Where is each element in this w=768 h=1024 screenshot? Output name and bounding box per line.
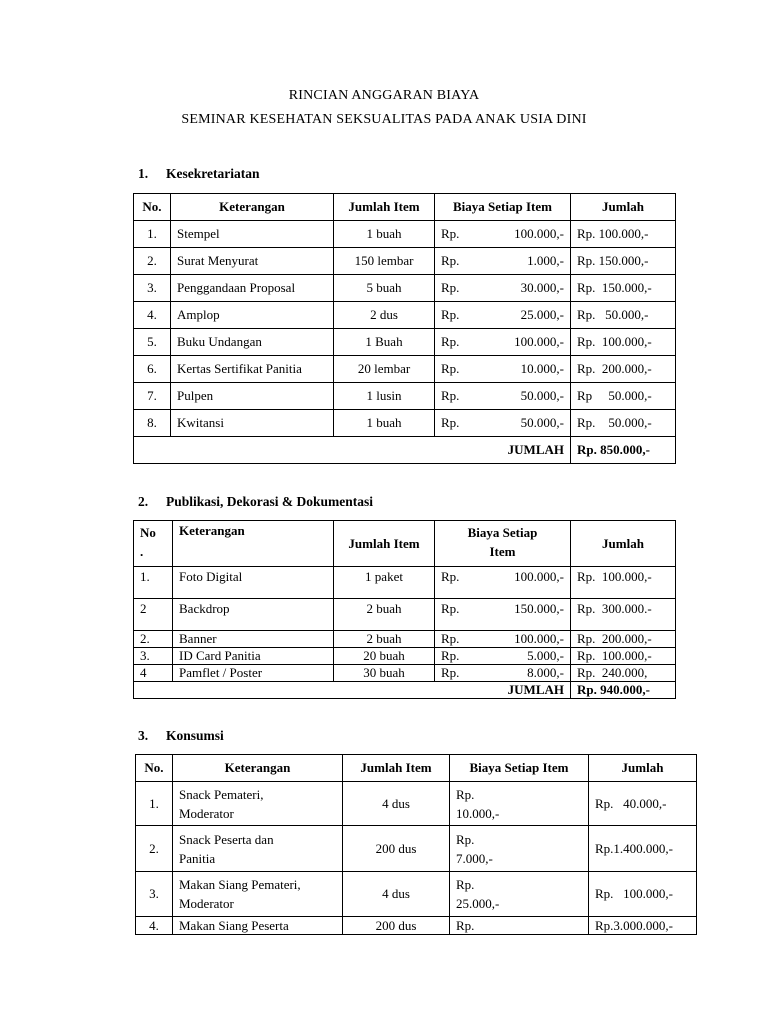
row-price bbox=[435, 221, 571, 248]
table-publikasi bbox=[133, 520, 676, 699]
price-value: 50.000,- bbox=[520, 415, 564, 430]
table-header-row bbox=[134, 521, 676, 567]
header-jumlah: Jumlah bbox=[571, 521, 676, 567]
row-total: Rp. 200.000,- bbox=[571, 356, 676, 383]
row-keterangan: Banner bbox=[173, 631, 334, 648]
section-title: Konsumsi bbox=[166, 728, 224, 743]
currency-label: Rp. bbox=[441, 334, 460, 349]
row-price bbox=[435, 665, 571, 682]
table-row bbox=[134, 275, 676, 302]
row-total: Rp.3.000.000,- bbox=[589, 917, 697, 935]
row-qty: 20 buah bbox=[334, 648, 435, 665]
header-jumlah: Jumlah bbox=[589, 755, 697, 782]
row-keterangan bbox=[173, 782, 343, 826]
row-no: 3. bbox=[134, 648, 173, 665]
section-number: 2. bbox=[138, 494, 149, 509]
currency-label: Rp. bbox=[441, 307, 460, 322]
header-jumlah-item: Jumlah Item bbox=[334, 194, 435, 221]
row-keterangan: Stempel bbox=[171, 221, 334, 248]
row-keterangan: Pulpen bbox=[171, 383, 334, 410]
section-number: 3. bbox=[138, 728, 149, 743]
section-1-heading bbox=[138, 166, 259, 182]
row-no: 2. bbox=[134, 631, 173, 648]
row-no: 4. bbox=[136, 917, 173, 935]
row-no: 5. bbox=[134, 329, 171, 356]
row-no: 2. bbox=[136, 826, 173, 872]
row-qty: 1 Buah bbox=[334, 329, 435, 356]
row-total: Rp. 100.000,- bbox=[571, 567, 676, 599]
keterangan-line1: Snack Pemateri, bbox=[179, 786, 264, 802]
row-price bbox=[435, 599, 571, 631]
row-total: Rp. 150.000,- bbox=[571, 275, 676, 302]
row-qty: 2 buah bbox=[334, 599, 435, 631]
currency-label: Rp. bbox=[441, 665, 460, 680]
row-total: Rp. 100.000,- bbox=[571, 329, 676, 356]
row-price bbox=[435, 356, 571, 383]
keterangan-line2: Moderator bbox=[179, 896, 234, 911]
row-keterangan bbox=[173, 872, 343, 917]
table-total-row bbox=[134, 682, 676, 699]
row-price bbox=[435, 302, 571, 329]
row-qty: 2 buah bbox=[334, 631, 435, 648]
price-value: 25.000,- bbox=[520, 307, 564, 322]
currency-label: Rp. bbox=[456, 877, 475, 892]
table-kesekretariatan bbox=[133, 193, 676, 464]
header-keterangan: Keterangan bbox=[173, 755, 343, 782]
keterangan-line1: Makan Siang Pemateri, bbox=[179, 877, 301, 892]
table-row bbox=[136, 782, 697, 826]
table-row bbox=[134, 248, 676, 275]
header-biaya: Biaya Setiap Item bbox=[435, 194, 571, 221]
row-price bbox=[435, 329, 571, 356]
row-total: Rp 50.000,- bbox=[571, 383, 676, 410]
row-no: 2 bbox=[134, 599, 173, 631]
table-total-row bbox=[134, 437, 676, 464]
header-no-line2: . bbox=[140, 544, 144, 559]
header-biaya-line1: Biaya Setiap bbox=[467, 525, 538, 540]
header-biaya-line2: Item bbox=[489, 544, 516, 559]
row-price bbox=[435, 248, 571, 275]
price-value: 100.000,- bbox=[514, 569, 564, 584]
row-qty: 1 buah bbox=[334, 221, 435, 248]
row-keterangan: Kwitansi bbox=[171, 410, 334, 437]
keterangan-line2: Panitia bbox=[179, 850, 216, 866]
row-no: 8. bbox=[134, 410, 171, 437]
row-total: Rp. 50.000,- bbox=[571, 302, 676, 329]
table-header-row bbox=[136, 755, 697, 782]
row-qty: 4 dus bbox=[343, 782, 450, 826]
row-qty: 5 buah bbox=[334, 275, 435, 302]
row-keterangan: Kertas Sertifikat Panitia bbox=[171, 356, 334, 383]
document-subtitle: SEMINAR KESEHATAN SEKSUALITAS PADA ANAK USIA DINI bbox=[181, 112, 587, 127]
header-no: No. bbox=[136, 755, 173, 782]
section-title: Kesekretariatan bbox=[166, 166, 260, 181]
table-row bbox=[134, 302, 676, 329]
price-value: 100.000,- bbox=[514, 334, 564, 349]
row-price bbox=[450, 872, 589, 917]
total-label: JUMLAH bbox=[134, 682, 571, 699]
header-keterangan: Keterangan bbox=[171, 194, 334, 221]
price-value: 100.000,- bbox=[514, 631, 564, 646]
table-row bbox=[136, 826, 697, 872]
table-row bbox=[134, 329, 676, 356]
row-total: Rp. 240.000, bbox=[571, 665, 676, 682]
total-value: Rp. 940.000,- bbox=[571, 682, 676, 699]
currency-label: Rp. bbox=[441, 226, 460, 241]
header-biaya bbox=[435, 521, 571, 567]
row-total: Rp. 150.000,- bbox=[571, 248, 676, 275]
price-value: 10.000,- bbox=[456, 805, 500, 821]
section-3-heading bbox=[138, 728, 224, 744]
table-row bbox=[136, 917, 697, 935]
row-no: 3. bbox=[136, 872, 173, 917]
row-price bbox=[435, 383, 571, 410]
row-qty: 200 dus bbox=[343, 826, 450, 872]
row-keterangan bbox=[173, 826, 343, 872]
table-row bbox=[136, 872, 697, 917]
table-row bbox=[134, 410, 676, 437]
row-keterangan: Amplop bbox=[171, 302, 334, 329]
row-qty: 1 buah bbox=[334, 410, 435, 437]
row-total: Rp. 300.000.- bbox=[571, 599, 676, 631]
row-qty: 20 lembar bbox=[334, 356, 435, 383]
row-qty: 2 dus bbox=[334, 302, 435, 329]
row-no: 1. bbox=[136, 782, 173, 826]
keterangan-line1: Snack Peserta dan bbox=[179, 831, 274, 847]
row-qty: 4 dus bbox=[343, 872, 450, 917]
table-header-row bbox=[134, 194, 676, 221]
table-row bbox=[134, 599, 676, 631]
row-total: Rp. 100.000,- bbox=[589, 872, 697, 917]
table-row bbox=[134, 567, 676, 599]
row-total: Rp.1.400.000,- bbox=[589, 826, 697, 872]
currency-label: Rp. bbox=[456, 831, 475, 847]
header-no: No. bbox=[134, 194, 171, 221]
currency-label: Rp. bbox=[441, 648, 460, 663]
header-jumlah-item: Jumlah Item bbox=[334, 521, 435, 567]
table-row bbox=[134, 648, 676, 665]
price-value: 10.000,- bbox=[520, 361, 564, 376]
row-no: 1. bbox=[134, 567, 173, 599]
row-no: 6. bbox=[134, 356, 171, 383]
header-jumlah: Jumlah bbox=[571, 194, 676, 221]
row-qty: 1 paket bbox=[334, 567, 435, 599]
header-biaya: Biaya Setiap Item bbox=[450, 755, 589, 782]
row-price bbox=[435, 275, 571, 302]
section-title: Publikasi, Dekorasi & Dokumentasi bbox=[166, 494, 374, 509]
row-keterangan: Surat Menyurat bbox=[171, 248, 334, 275]
table-row bbox=[134, 221, 676, 248]
row-no: 4. bbox=[134, 302, 171, 329]
row-keterangan: Foto Digital bbox=[173, 567, 334, 599]
header-jumlah-item: Jumlah Item bbox=[343, 755, 450, 782]
total-value: Rp. 850.000,- bbox=[571, 437, 676, 464]
total-label: JUMLAH bbox=[134, 437, 571, 464]
table-row bbox=[134, 383, 676, 410]
row-price bbox=[450, 782, 589, 826]
row-keterangan: Pamflet / Poster bbox=[173, 665, 334, 682]
row-total: Rp. 200.000,- bbox=[571, 631, 676, 648]
currency-label: Rp. bbox=[441, 253, 460, 268]
table-row bbox=[134, 631, 676, 648]
currency-label: Rp. bbox=[441, 415, 460, 430]
price-value: 1.000,- bbox=[527, 253, 564, 268]
row-no: 4 bbox=[134, 665, 173, 682]
row-price bbox=[435, 410, 571, 437]
currency-label: Rp. bbox=[441, 388, 460, 403]
price-value: 150.000,- bbox=[514, 601, 564, 616]
row-keterangan: Penggandaan Proposal bbox=[171, 275, 334, 302]
table-konsumsi bbox=[135, 754, 697, 935]
currency-label: Rp. bbox=[441, 569, 460, 584]
header-keterangan: Keterangan bbox=[173, 521, 334, 567]
keterangan-line2: Moderator bbox=[179, 805, 234, 821]
section-number: 1. bbox=[138, 166, 149, 181]
row-price bbox=[435, 567, 571, 599]
row-total: Rp. 100.000,- bbox=[571, 648, 676, 665]
currency-label: Rp. bbox=[441, 601, 460, 616]
row-no: 1. bbox=[134, 221, 171, 248]
row-qty: 200 dus bbox=[343, 917, 450, 935]
row-keterangan: Makan Siang Peserta bbox=[173, 917, 343, 935]
document-title: RINCIAN ANGGARAN BIAYA bbox=[288, 88, 480, 103]
row-total: Rp. 40.000,- bbox=[589, 782, 697, 826]
row-keterangan: Backdrop bbox=[173, 599, 334, 631]
currency-label: Rp. bbox=[441, 361, 460, 376]
price-value: 25.000,- bbox=[456, 896, 500, 911]
row-total: Rp. 100.000,- bbox=[571, 221, 676, 248]
row-keterangan: ID Card Panitia bbox=[173, 648, 334, 665]
header-no bbox=[134, 521, 173, 567]
row-price bbox=[435, 648, 571, 665]
table-row bbox=[134, 356, 676, 383]
section-2-heading bbox=[138, 494, 373, 510]
row-qty: 30 buah bbox=[334, 665, 435, 682]
row-price bbox=[450, 826, 589, 872]
row-total: Rp. 50.000,- bbox=[571, 410, 676, 437]
price-value: 5.000,- bbox=[527, 648, 564, 663]
price-value: 50.000,- bbox=[520, 388, 564, 403]
row-qty: 150 lembar bbox=[334, 248, 435, 275]
row-no: 7. bbox=[134, 383, 171, 410]
price-value: 30.000,- bbox=[520, 280, 564, 295]
price-value: 7.000,- bbox=[456, 850, 493, 866]
price-value: 100.000,- bbox=[514, 226, 564, 241]
row-no: 2. bbox=[134, 248, 171, 275]
row-price bbox=[435, 631, 571, 648]
currency-label: Rp. bbox=[441, 280, 460, 295]
row-keterangan: Buku Undangan bbox=[171, 329, 334, 356]
currency-label: Rp. bbox=[456, 786, 475, 802]
header-no-line1: No bbox=[140, 525, 156, 540]
currency-label: Rp. bbox=[441, 631, 460, 646]
row-qty: 1 lusin bbox=[334, 383, 435, 410]
table-row bbox=[134, 665, 676, 682]
row-no: 3. bbox=[134, 275, 171, 302]
price-value: 8.000,- bbox=[527, 665, 564, 680]
row-price: Rp. bbox=[450, 917, 589, 935]
